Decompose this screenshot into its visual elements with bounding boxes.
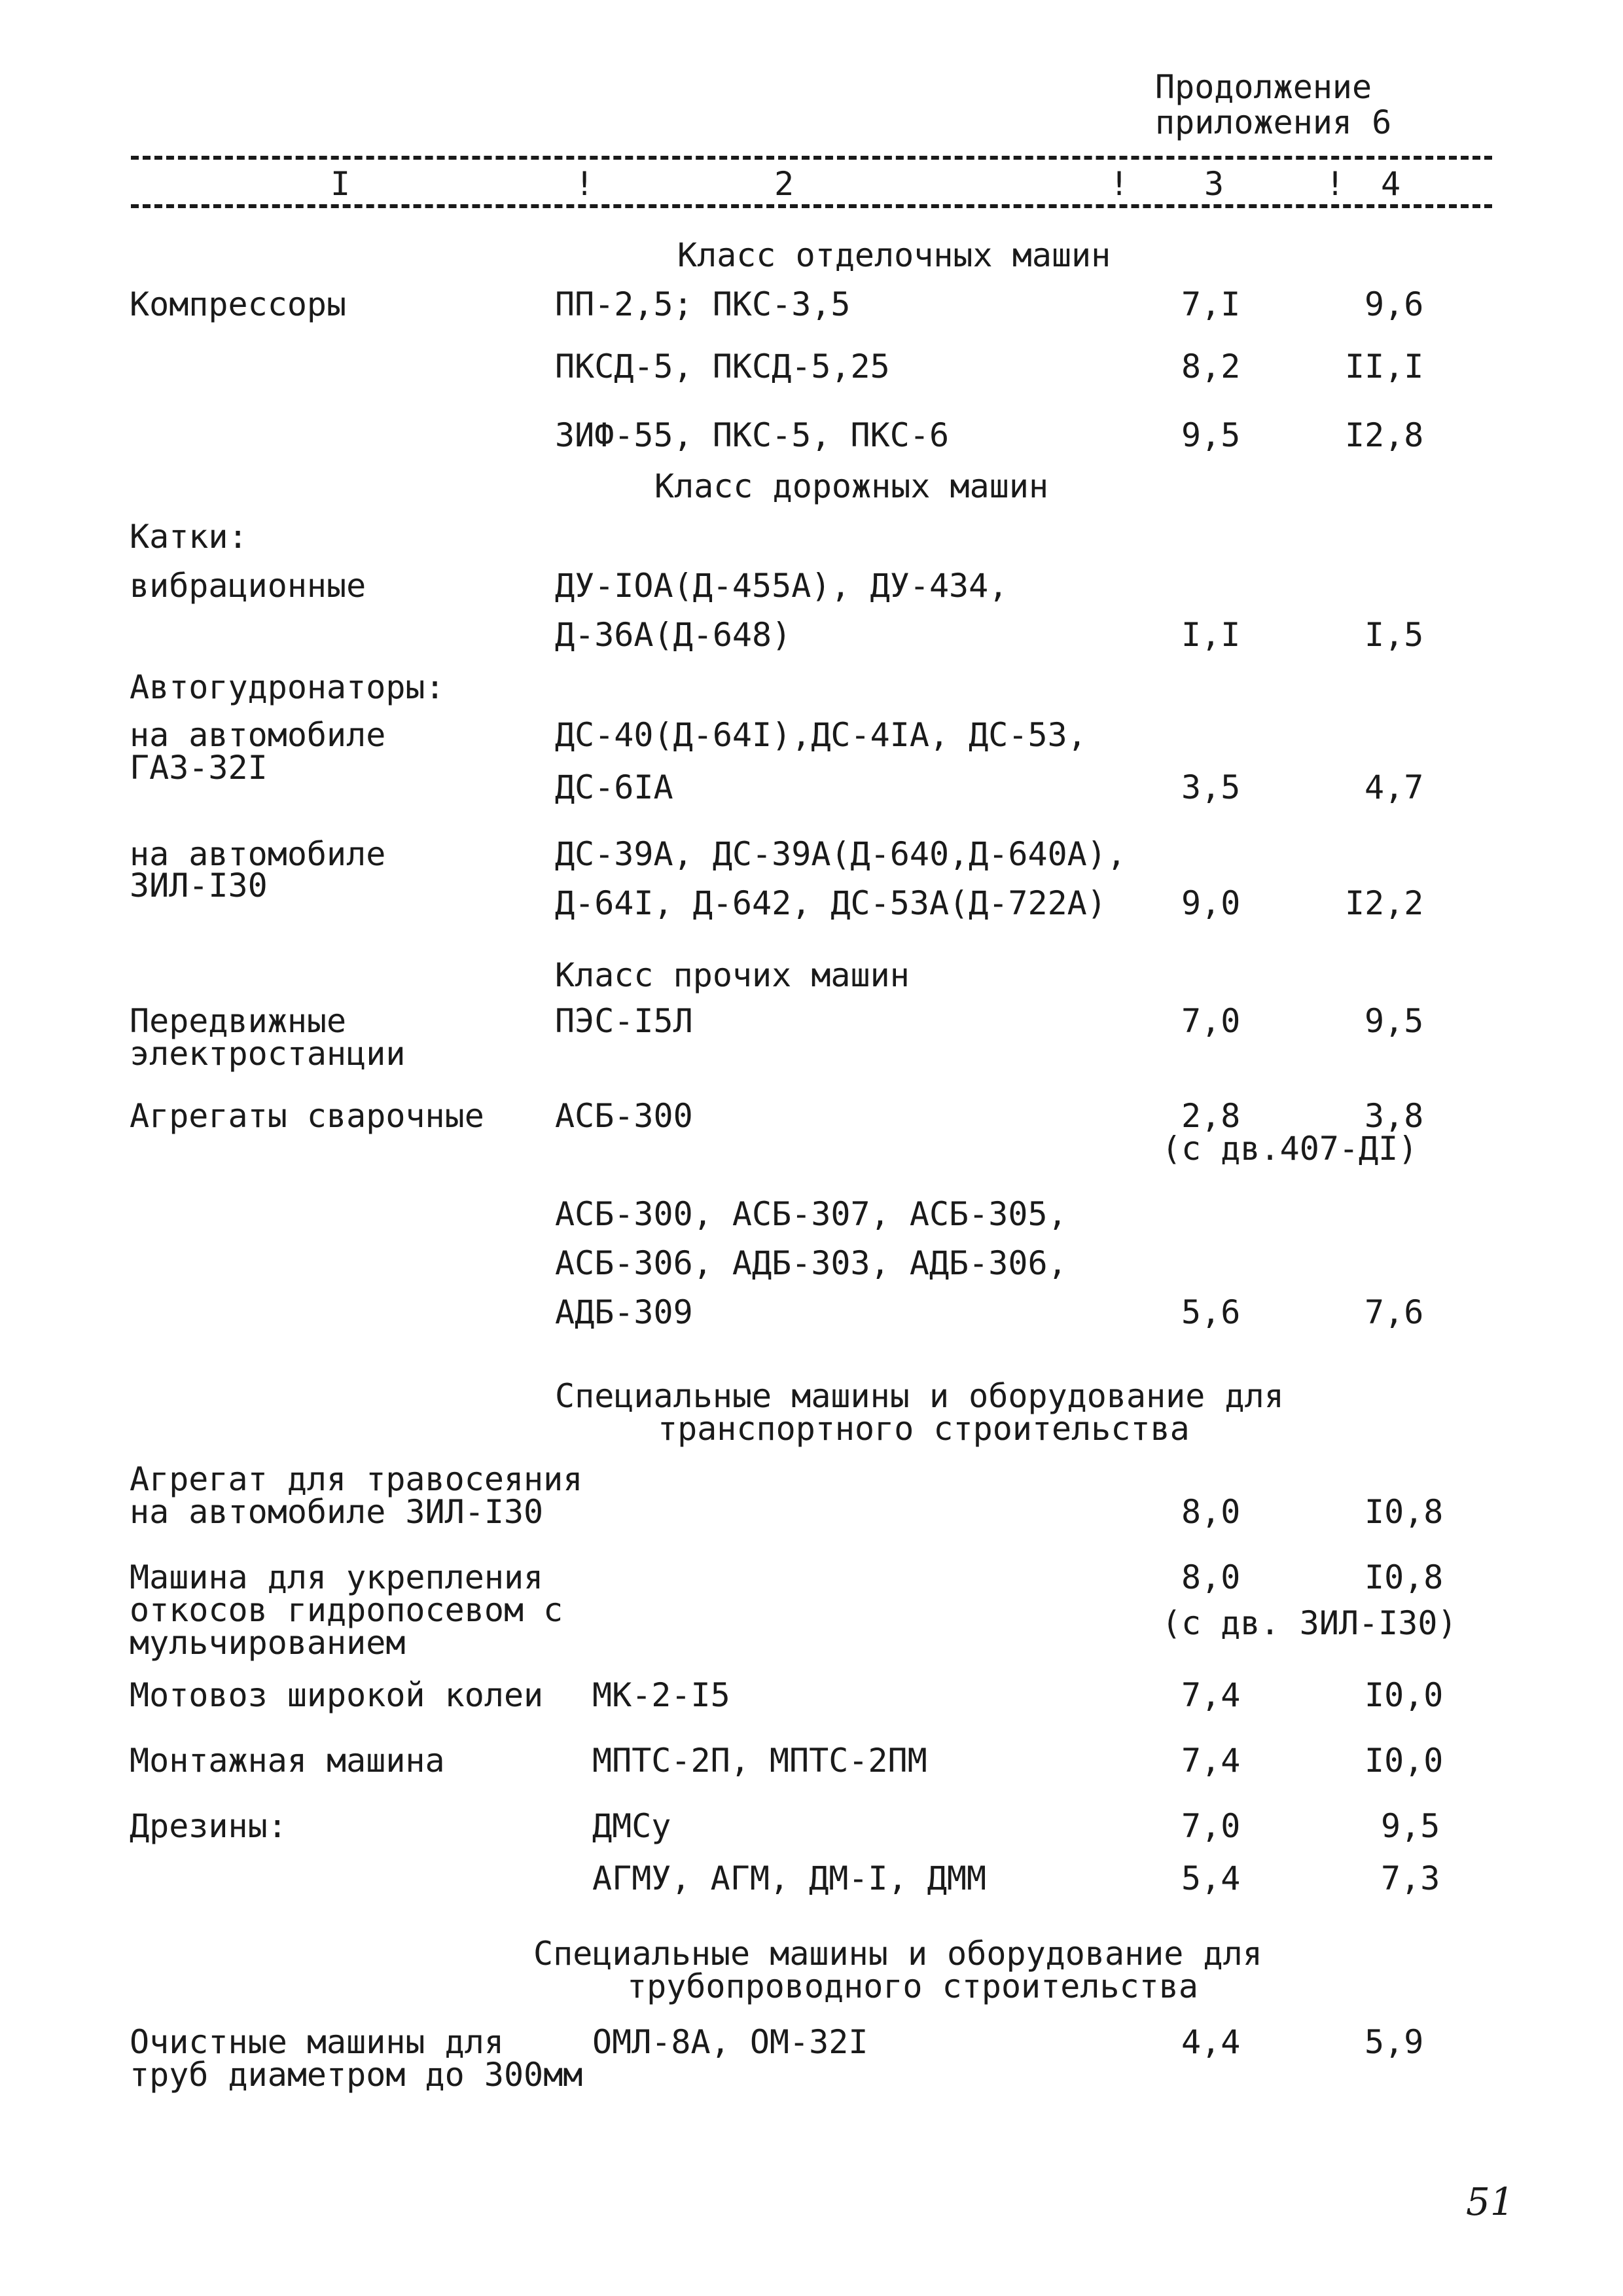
row-value-col4: I0,0 [1364,1742,1444,1780]
row-name: Монтажная машина [130,1742,445,1780]
row-model: Д-64I, Д-642, ДС-53А(Д-722А) [555,884,1107,922]
row-name: откосов гидропосевом с [130,1591,563,1629]
row-name: на автомобиле ЗИЛ-I30 [130,1493,544,1531]
row-value-col4: 7,6 [1364,1293,1424,1331]
continuation-label-line2: приложения 6 [1155,103,1392,141]
row-value-col3: 9,0 [1181,884,1241,922]
section-title-other: Класс прочих машин [555,956,910,994]
row-name: ГАЗ-32I [130,749,268,787]
row-model: МК-2-I5 [592,1676,730,1714]
row-model: АСБ-300 [555,1097,693,1135]
row-value-col3: 7,4 [1181,1742,1241,1780]
row-value-col4: II,I [1345,348,1424,386]
row-model: МПТС-2П, МПТС-2ПМ [592,1742,927,1780]
row-value-col4: 9,6 [1364,285,1424,323]
row-model: ПП-2,5; ПКС-3,5 [555,285,851,323]
row-value-col4: I2,2 [1345,884,1424,922]
row-value-col3: I,I [1181,616,1241,654]
row-model: ДМСу [592,1807,671,1845]
row-name: Катки: [130,518,248,556]
row-value-col4: 4,7 [1364,768,1424,806]
continuation-label-line1: Продолжение [1155,68,1372,106]
row-name: мульчированием [130,1624,406,1662]
row-note: (с дв.407-ДI) [1162,1130,1418,1168]
section-title-road: Класс дорожных машин [654,467,1049,505]
col-sep-3: ! [1325,165,1346,203]
row-name: на автомобиле [130,835,386,873]
row-model: ДС-40(Д-64I),ДС-4IА, ДС-53, [555,716,1087,754]
row-model: ДУ-IOA(Д-455А), ДУ-434, [555,567,1008,605]
row-model: АСБ-306, АДБ-303, АДБ-306, [555,1244,1067,1282]
section-title-pipeline-line1: Специальные машины и оборудование для [533,1935,1262,1973]
row-model: ПЭС-I5Л [555,1002,693,1040]
row-value-col4: 9,5 [1364,1002,1424,1040]
row-value-col4: 3,8 [1364,1097,1424,1135]
row-name: Агрегаты сварочные [130,1097,484,1135]
row-model: ДС-39А, ДС-39А(Д-640,Д-640А), [555,835,1126,873]
row-name: на автомобиле [130,716,386,754]
row-name: ЗИЛ-I30 [130,867,268,905]
row-value-col4: 7,3 [1381,1859,1440,1897]
col-sep-2: ! [1109,165,1130,203]
section-title-pipeline-line2: трубопроводного строительства [627,1967,1198,2005]
row-model: ОМЛ-8А, ОМ-32I [592,2023,868,2061]
row-model: АСБ-300, АСБ-307, АСБ-305, [555,1195,1067,1233]
row-value-col3: 8,0 [1181,1493,1241,1531]
row-value-col4: 5,9 [1364,2023,1424,2061]
row-model: Д-36А(Д-648) [555,616,792,654]
row-name: Автогудронаторы: [130,668,445,706]
col-header-1: I [330,165,351,203]
row-value-col4: I0,8 [1364,1558,1444,1596]
row-value-col3: 7,0 [1181,1002,1241,1040]
row-model: ДС-6IА [555,768,673,806]
row-value-col3: 7,4 [1181,1676,1241,1714]
col-header-3: 3 [1204,165,1224,203]
row-value-col4: I0,8 [1364,1493,1444,1531]
row-name: электростанции [130,1035,406,1073]
row-value-col4: I,5 [1364,616,1424,654]
row-value-col4: 9,5 [1381,1807,1440,1845]
header-top-rule [131,156,1492,160]
row-value-col3: 8,0 [1181,1558,1241,1596]
row-value-col3: 7,I [1181,285,1241,323]
row-value-col3: 5,6 [1181,1293,1241,1331]
row-name: Компрессоры [130,285,347,323]
row-value-col3: 7,0 [1181,1807,1241,1845]
row-value-col3: 4,4 [1181,2023,1241,2061]
col-header-4: 4 [1381,165,1401,203]
row-model: ПКСД-5, ПКСД-5,25 [555,348,890,386]
row-model: АДБ-309 [555,1293,693,1331]
page-number: 51 [1466,2179,1514,2224]
row-value-col3: 2,8 [1181,1097,1241,1135]
row-name: вибрационные [130,567,366,605]
header-bottom-rule [131,204,1492,208]
row-note: (с дв. ЗИЛ-I30) [1162,1604,1457,1642]
row-value-col4: I2,8 [1345,416,1424,454]
row-name: труб диаметром до 300мм [130,2056,583,2094]
section-title-finishing: Класс отделочных машин [677,236,1111,274]
row-value-col3: 9,5 [1181,416,1241,454]
row-model: АГМУ, АГМ, ДМ-I, ДММ [592,1859,987,1897]
row-name: Дрезины: [130,1807,287,1845]
row-value-col3: 5,4 [1181,1859,1241,1897]
row-value-col4: I0,0 [1364,1676,1444,1714]
row-name: Очистные машины для [130,2023,504,2061]
row-name: Машина для укрепления [130,1558,544,1596]
row-value-col3: 3,5 [1181,768,1241,806]
section-title-transport-line1: Специальные машины и оборудование для [555,1377,1284,1415]
col-sep-1: ! [575,165,595,203]
row-value-col3: 8,2 [1181,348,1241,386]
row-model: ЗИФ-55, ПКС-5, ПКС-6 [555,416,950,454]
col-header-2: 2 [774,165,794,203]
section-title-transport-line2: транспортного строительства [658,1410,1190,1448]
row-name: Мотовоз широкой колеи [130,1676,544,1714]
row-name: Агрегат для травосеяния [130,1460,583,1498]
row-name: Передвижные [130,1002,347,1040]
